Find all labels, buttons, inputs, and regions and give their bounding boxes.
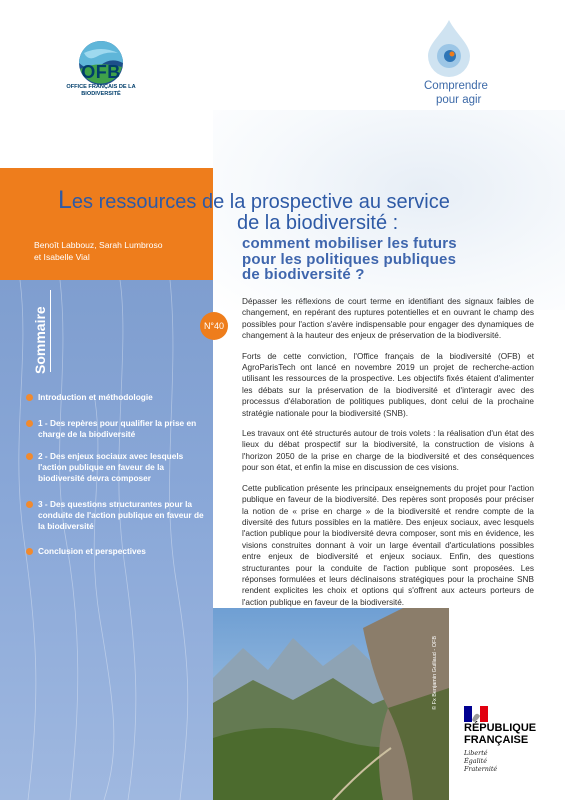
title-line-2: de la biodiversité : (237, 212, 399, 234)
bullet-icon (26, 453, 33, 460)
title-line-1: es ressources de la prospective au service (71, 191, 450, 213)
page-subtitle (242, 236, 512, 283)
toc-item-label: Introduction et méthodologie (38, 392, 153, 402)
water-drop-icon (426, 18, 472, 78)
toc-item[interactable] (38, 418, 208, 440)
subtitle-line: de biodiversité ? (242, 266, 365, 283)
toc-item-label: 3 - Des questions structurantes pour la conduite de l'action publique en faveur de la biodiversité (38, 499, 204, 532)
author-line: Benoît Labbouz, Sarah Lumbroso (34, 240, 163, 250)
toc-item[interactable] (38, 499, 208, 533)
author-line: et Isabelle Vial (34, 251, 90, 262)
bullet-icon (26, 548, 33, 555)
subtitle-line: pour les politiques publiques (242, 250, 457, 268)
title-initial: L (58, 186, 72, 214)
issue-number-badge: N°40 (200, 312, 228, 340)
republique-line-1: RÉPUBLIQUE (464, 722, 537, 734)
devise-fraternite: Fraternité (464, 765, 498, 773)
marianne-logo-icon (464, 706, 488, 722)
authors (34, 240, 204, 263)
orange-header-band (0, 168, 213, 280)
bullet-icon (26, 394, 33, 401)
body-paragraph: Cette publication présente les principaux enseignements du projet pour l'action publique en faveur de la biodiversité. Des repères sont proposés pour préciser la notion de « prise en charge » de la biodiversité et rendre compte de la diversité des futurs possibles en la matière. Des enjeux sociaux, avec lesquels l'action publique pour la biodiversité devra composer, sont mis en évidence, les visions construites donnant à voir un large éventail d'articulations possibles entre enjeux de biodiversité et enjeux sociaux. Enfin, des questions structurantes pour la conduite de l'action publique sont proposées. Les réponses formulées et leurs déclinaisons stratégiques pour la prochaine SNB rendent explicites les choix et options qui s'offrent aux acteurs porteurs de l'action publique en faveur de la biodiversité. (242, 483, 534, 607)
toc-item[interactable] (38, 546, 208, 557)
toc-item-label: Conclusion et perspectives (38, 546, 146, 556)
devise-liberte: Liberté (464, 749, 488, 757)
toc-item[interactable] (38, 451, 208, 485)
body-paragraph: Les travaux ont été structurés autour de trois volets : la réalisation d'un état des lieux du débat prospectif sur la biodiversité, la construction de visions à l'horizon 2050 de la prise en charge de la biodiversité et des conséquences pour son état, et enfin la mise en discussion de ces visions. (242, 429, 534, 473)
toc-item-label: 2 - Des enjeux sociaux avec lesquels l'action publique en faveur de la biodiversité devra composer (38, 451, 184, 484)
devise-egalite: Égalité (464, 757, 488, 765)
sommaire-heading: Sommaire (32, 306, 48, 374)
body-paragraph: Dépasser les réflexions de court terme en identifiant des signaux faibles de changement, en repérant des ruptures potentielles et en ouvrant le champ des possibles pour l'action s'avère indispensable pour engager des dynamiques de changement à la hauteur des enjeux de préservation de la biodiversité. (242, 297, 534, 341)
bullet-icon (26, 420, 33, 427)
body-paragraph: Forts de cette conviction, l'Office français de la biodiversité (OFB) et AgroParisTech ont lancé en novembre 2019 un projet de recherche-action utilisant les ressources de la prospective. Les objectifs fixés étaient d'alimenter les débats sur la préservation de la biodiversité et d'interagir avec des processus d'élaboration de politiques publiques, dont celui de la prochaine stratégie nationale pour la biodiversité (SNB). (242, 351, 534, 418)
subtitle-line: comment mobiliser les futurs (242, 235, 457, 252)
tagline-pour-agir: pour agir (436, 94, 482, 106)
toc-item[interactable] (38, 392, 208, 403)
ofb-logo-subtitle: OFFICE FRANÇAIS DE LA BIODIVERSITÉ (66, 84, 136, 97)
mountain-landscape-photo (213, 608, 449, 800)
tagline-comprendre: Comprendre (424, 80, 488, 92)
ofb-logo-text: OFB (81, 62, 121, 82)
page-title (58, 188, 528, 214)
sommaire-divider (50, 290, 51, 372)
republique-line-2: FRANÇAISE (464, 734, 529, 746)
abstract-body (242, 296, 534, 617)
bullet-icon (26, 501, 33, 508)
toc-item-label: 1 - Des repères pour qualifier la prise en charge de la biodiversité (38, 418, 197, 440)
photo-credit: © Fx Benjamin Guillaud - OFB (432, 635, 438, 710)
